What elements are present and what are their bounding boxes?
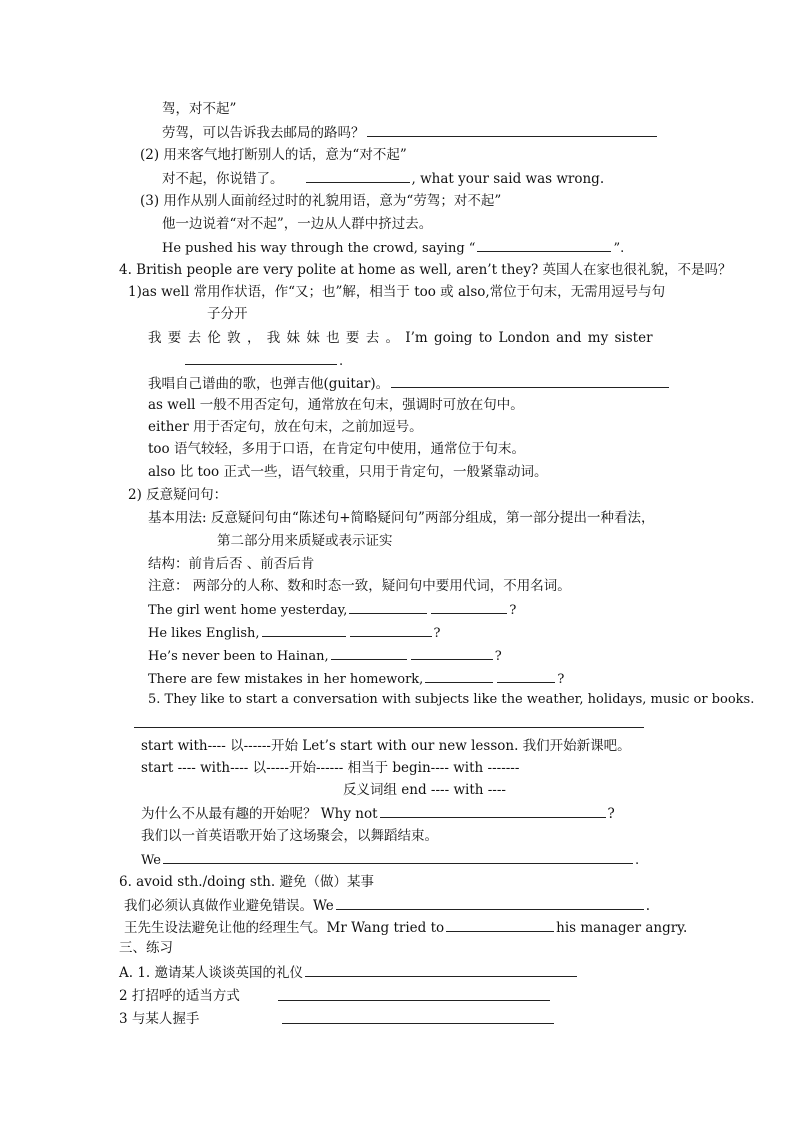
answer-blank[interactable] [391,375,669,388]
text-line: start with---- 以------开始 Let’s start with our new lesson. 我们开始新课吧。 [141,738,631,754]
text-line: We . [141,853,640,868]
answer-line[interactable] [134,727,644,728]
text-line: 为什么不从最有趣的开始呢？ Why not ? [141,806,615,822]
text-line: either 用于否定句，放在句末，之前加逗号。 [148,419,423,435]
text-line: 劳驾，可以告诉我去邮局的路吗？ [162,124,659,141]
text-line: 我们以一首英语歌开始了这场聚会，以舞蹈结束。 [141,828,438,844]
answer-blank[interactable] [411,647,493,660]
text-line: 1)as well 常用作状语，作“又；也”解，相当于 too 或 also,常位于句末，无需用逗号与句 [128,284,666,300]
text-line: 王先生设法避免让他的经理生气。Mr Wang tried to his manager angry. [124,920,688,936]
text-line: The girl went home yesterday, ? [148,603,517,618]
text-line: 对不起，你说错了。 , what your said was wrong. [162,171,605,187]
text-line: 我们必须认真做作业避免错误。We . [124,898,651,914]
text-line: A. 1. 邀请某人谈谈英国的礼仪 [119,964,579,981]
answer-blank[interactable] [349,601,427,614]
text-line: 3 与某人握手 [119,1011,200,1027]
answer-blank[interactable] [446,919,554,932]
text-line: 2) 反意疑问句： [128,487,228,503]
answer-blank[interactable] [431,601,507,614]
text-line: 5. They like to start a conversation with subjects like the weather, holidays, music or books. [148,692,755,707]
answer-line[interactable] [278,1000,550,1001]
text-line: 第二部分用来质疑或表示证实 [217,533,393,549]
text-line: 结构：前肯后否 、前否后肯 [148,556,315,572]
answer-blank[interactable] [350,624,432,637]
text-line: He pushed his way through the crowd, saying “ ”. [162,241,625,256]
text-line: 基本用法: 反意疑问句由“陈述句+简略疑问句”两部分组成，第一部分提出一种看法， [148,510,655,526]
answer-blank[interactable] [425,670,493,683]
text-line: 6. avoid sth./doing sth. 避免（做）某事 [119,874,374,890]
text-line: 我唱自己谱曲的歌，也弹吉他(guitar)。 [148,375,671,392]
text-line: 我 要 去 伦 敦 ， 我 妹 妹 也 要 去 。 I’m going to London and my sister [148,330,653,346]
text-line: He’s never been to Hainan, ? [148,649,502,664]
text-line: . [183,352,343,370]
answer-blank[interactable] [163,851,633,864]
answer-line[interactable] [282,1023,554,1024]
text-line: (3) 用作从别人面前经过时的礼貌用语，意为“劳驾；对不起” [140,193,502,209]
text-line: start ---- with---- 以-----开始------ 相当于 begin---- with ------- [141,760,520,776]
answer-blank[interactable] [185,352,337,365]
text-line: too 语气较轻，多用于口语，在肯定句中使用，通常位于句末。 [148,441,525,457]
text-line: There are few mistakes in her homework, ? [148,672,565,687]
answer-blank[interactable] [262,624,346,637]
section-heading: 三、练习 [119,940,173,956]
answer-blank[interactable] [306,170,410,183]
text-line: 他一边说着“对不起”，一边从人群中挤过去。 [162,216,433,232]
text-line: 反义词组 end ---- with ---- [343,782,506,798]
text-line: (2) 用来客气地打断别人的话，意为“对不起” [140,147,407,163]
text-line: also 比 too 正式一些，语气较重，只用于肯定句，一般紧靠动词。 [148,464,548,480]
text-line: 驾，对不起” [162,101,237,117]
answer-blank[interactable] [336,897,644,910]
answer-blank[interactable] [367,124,657,137]
text-line: He likes English, ? [148,626,441,641]
answer-blank[interactable] [477,239,611,252]
text-line: 2 打招呼的适当方式 [119,988,240,1004]
text-line: 子分开 [207,306,248,322]
answer-blank[interactable] [305,964,577,977]
text-line: 4. British people are very polite at home as well, aren’t they? 英国人在家也很礼貌，不是吗？ [119,262,732,278]
text-line: 注意： 两部分的人称、数和时态一致，疑问句中要用代词，不用名词。 [148,578,571,594]
answer-blank[interactable] [331,647,407,660]
answer-blank[interactable] [497,670,555,683]
answer-blank[interactable] [380,805,606,818]
text-line: as well 一般不用否定句，通常放在句末，强调时可放在句中。 [148,397,524,413]
